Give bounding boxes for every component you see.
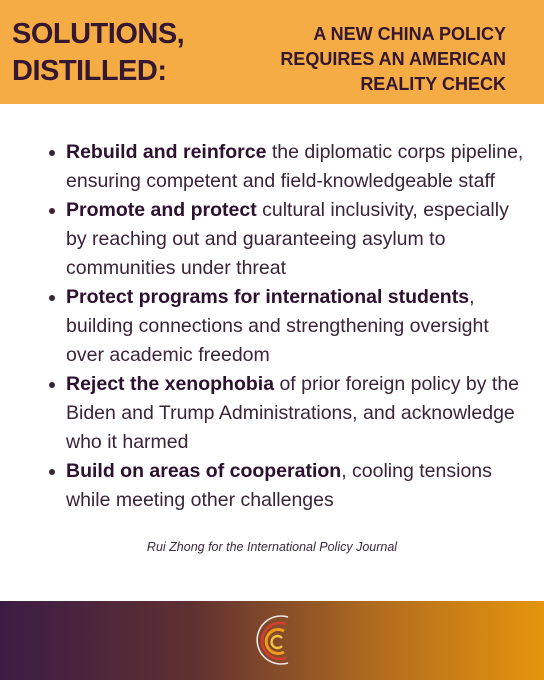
list-item <box>46 370 532 457</box>
crescent-arcs-logo-icon <box>248 611 296 669</box>
list-item-bold: Build on areas of cooperation <box>66 460 342 482</box>
list-item-text: cultural inclusivity, especially by reaching out and guaranteeing asylum to communities under threat <box>66 199 509 279</box>
list-item-text: the diplomatic corps pipeline, ensuring competent and field-knowledgeable staff <box>66 141 524 192</box>
banner-title <box>12 16 184 90</box>
list-item <box>46 283 532 370</box>
bullet-dot-icon <box>49 469 55 475</box>
banner-subtitle-line-2: REQUIRES AN AMERICAN <box>280 49 506 69</box>
bullet-dot-icon <box>49 150 55 156</box>
banner-subtitle <box>280 22 506 97</box>
solutions-list <box>46 138 532 515</box>
list-item-bold: Promote and protect <box>66 199 257 221</box>
author-credit: Rui Zhong for the International Policy Journal <box>146 540 398 554</box>
list-item-bold: Rebuild and reinforce <box>66 141 267 163</box>
list-item <box>46 196 532 283</box>
banner-subtitle-line-1: A NEW CHINA POLICY <box>313 24 506 44</box>
list-item <box>46 138 532 196</box>
list-item <box>46 457 532 515</box>
banner-title-line-2: DISTILLED: <box>12 55 167 87</box>
bullet-dot-icon <box>49 295 55 301</box>
list-item-bold: Protect programs for international students <box>66 286 470 308</box>
banner-title-line-1: SOLUTIONS, <box>12 18 185 50</box>
title-banner <box>0 0 544 104</box>
list-item-text: , cooling tensions while meeting other challenges <box>66 460 492 511</box>
list-item-bold: Reject the xenophobia <box>66 373 275 395</box>
banner-subtitle-line-3: REALITY CHECK <box>360 74 506 94</box>
list-item-text: of prior foreign policy by the Biden and Trump Administrations, and acknowledge who it harmed <box>66 373 520 453</box>
bullet-dot-icon <box>49 208 55 214</box>
list-item-text: , building connections and strengthening oversight over academic freedom <box>66 286 489 366</box>
bullet-dot-icon <box>49 382 55 388</box>
